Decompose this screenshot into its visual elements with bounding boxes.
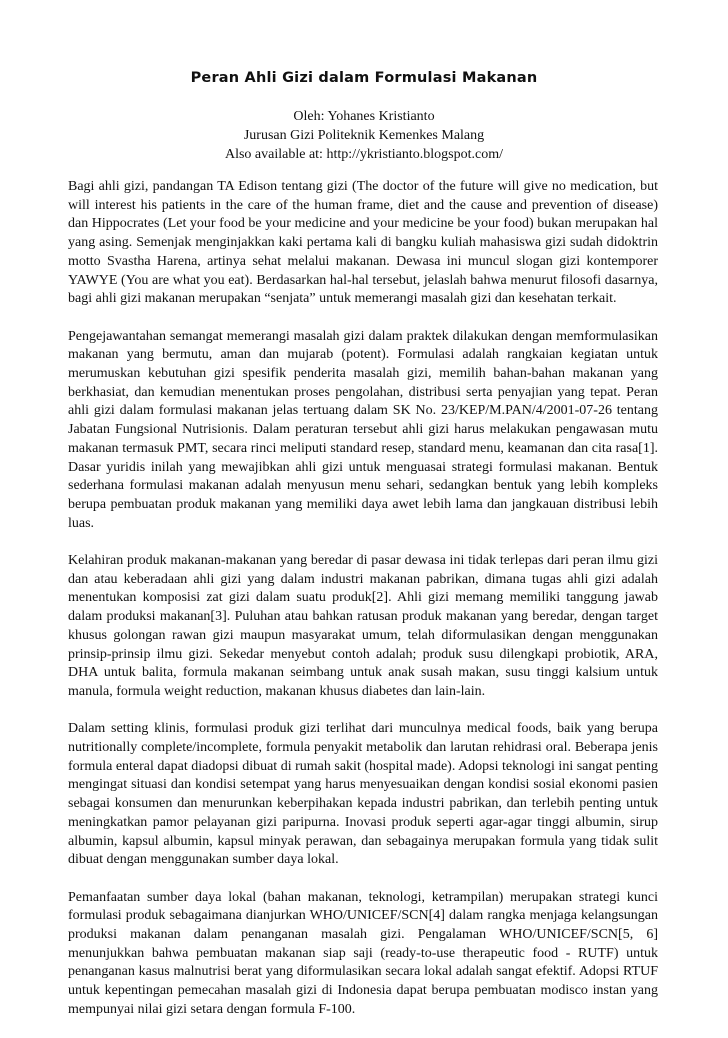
paragraph: Dalam setting klinis, formulasi produk gizi terlihat dari munculnya medical foods, baik yang berupa nutritionally complete/incomplete, formula penyakit metabolik dan larutan rehidrasi oral. Beberapa jenis formula enteral dapat diadopsi dibuat di rumah sakit (hospital made). Adopsi teknologi ini sangat penting mengingat situasi dan kondisi setempat yang harus menyesuaikan dengan kondisi sosial ekonomi pasien sebagai konsumen dan menurunkan keberpihakan kepada industri pabrikan, dan terlebih penting untuk meningkatkan pamor pelayanan gizi paripurna. Inovasi produk seperti agar-agar tinggi albumin, sirup albumin, kapsul albumin, kapsul minyak perawan, dan sebagainya merupakan formula yang tidak sulit dibuat dengan menggunakan sumber daya lokal. [68, 721, 658, 868]
document-body [68, 178, 658, 1038]
document-header [0, 107, 728, 164]
document-title: Peran Ahli Gizi dalam Formulasi Makanan [190, 70, 538, 86]
availability-line: Also available at: http://ykristianto.blogspot.com/ [224, 147, 504, 162]
paragraph: Kelahiran produk makanan-makanan yang beredar di pasar dewasa ini tidak terlepas dari peran ilmu gizi dan atau keberadaan ahli gizi yang dalam industri makanan pabrikan, dimana tugas ahli gizi adalah menentukan komposisi zat gizi dalam suatu produk[2]. Ahli gizi memang memiliki tanggung jawab dalam produksi makanan[3]. Puluhan atau bahkan ratusan produk makanan yang beredar, dengan target khusus golongan rawan gizi maupun masyarakat umum, telah diformulasikan dengan menggunakan prinsip-prinsip ilmu gizi. Sekedar menyebut contoh adalah; produk susu dilengkapi probiotik, ARA, DHA untuk balita, formula makanan seimbang untuk anak susah makan, susu tinggi kalsium untuk manula, formula weight reduction, makanan khusus diabetes dan lain-lain. [68, 553, 658, 699]
author-line: Oleh: Yohanes Kristianto [293, 109, 435, 124]
affiliation-line: Jurusan Gizi Politeknik Kemenkes Malang [243, 128, 485, 143]
paragraph: Pemanfaatan sumber daya lokal (bahan makanan, teknologi, ketrampilan) merupakan strategi kunci formulasi produk sebagaimana dianjurkan WHO/UNICEF/SCN[4] dalam rangka menjaga kelangsungan produksi makanan dalam penanganan masalah gizi. Pengalaman WHO/UNICEF/SCN[5, 6] menunjukkan bahwa pembuatan makanan siap saji (ready-to-use therapeutic food - RUTF) untuk penanganan kasus malnutrisi berat yang diformulasikan secara lokal adalah sangat efektif. Adopsi RTUF untuk kepentingan pemecahan masalah gizi di Indonesia dapat berupa pembuatan modisco instan yang mempunyai nilai gizi setara dengan formula F-100. [68, 889, 658, 1017]
paragraph: Pengejawantahan semangat memerangi masalah gizi dalam praktek dilakukan dengan memformulasikan makanan yang bermutu, aman dan mujarab (potent). Formulasi adalah rangkaian kegiatan untuk merumuskan kebutuhan gizi spesifik penderita masalah gizi, memilih bahan-bahan makanan yang berkhasiat, dan kemudian menentukan proses pengolahan, distribusi serta penyajian yang tepat. Peran ahli gizi dalam formulasi makanan jelas tertuang dalam SK No. 23/KEP/M.PAN/4/2001-07-26 tentang Jabatan Fungsional Nutrisionis. Dalam peraturan tersebut ahli gizi harus melakukan pengawasan mutu makanan termasuk PMT, secara rinci meliputi standard resep, standard menu, keamanan dan cita rasa[1]. Dasar yuridis inilah yang mewajibkan ahli gizi untuk menguasai strategi formulasi makanan. Bentuk sederhana formulasi makanan adalah menyusun menu sehari, sedangkan bentuk yang lebih kompleks berupa pembuatan produk makanan yang memiliki daya awet lebih lama dan jangkauan distribusi lebih luas. [68, 328, 658, 531]
paragraph: Bagi ahli gizi, pandangan TA Edison tentang gizi (The doctor of the future will give no medication, but will interest his patients in the care of the human frame, diet and the cause and prevention of disease) dan Hippocrates (Let your food be your medicine and your medicine be your food) bukan merupakan hal yang asing. Semenjak menginjakkan kaki pertama kali di bangku kuliah mahasiswa gizi sudah didoktrin motto Svastha Harena, artinya sehat melalui makanan. Dewasa ini muncul slogan gizi kontemporer YAWYE (You are what you eat). Berdasarkan hal-hal tersebut, jelaslah bahwa menurut filosofi dasarnya, bagi ahli gizi makanan merupakan “senjata” untuk memerangi masalah gizi dan kesehatan terkait. [68, 179, 658, 307]
